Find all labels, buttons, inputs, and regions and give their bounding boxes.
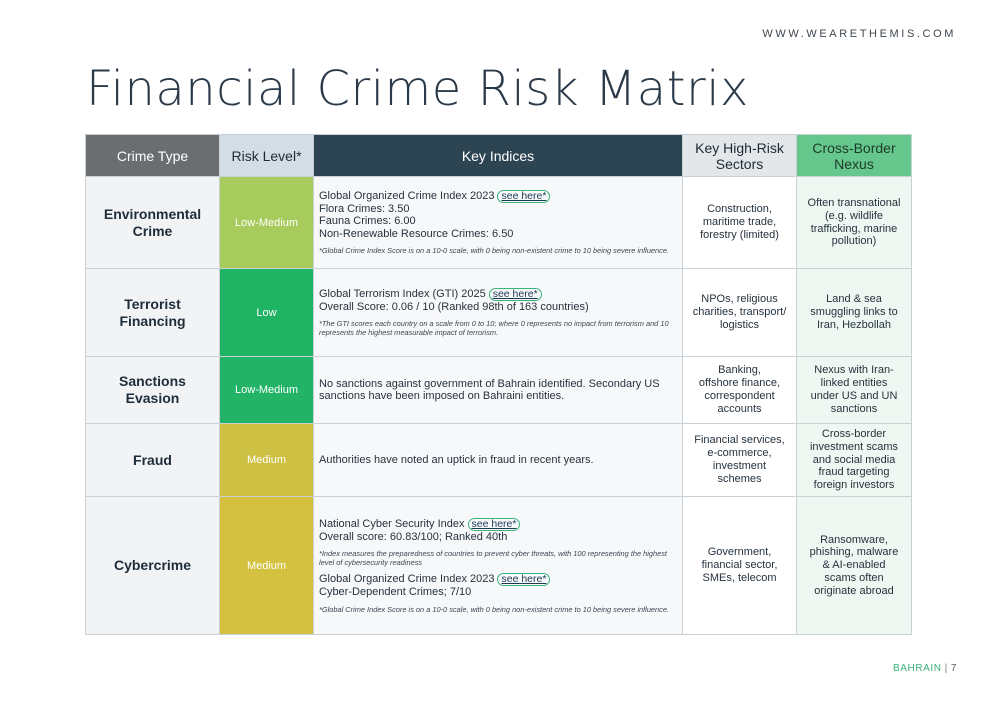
sector-line: SMEs, telecom xyxy=(702,571,777,584)
risk-level-badge: Medium xyxy=(220,424,314,497)
table-row-fraud xyxy=(86,424,912,497)
nexus-line: pollution) xyxy=(831,235,877,248)
key-indices-cell xyxy=(314,357,683,424)
index-footnote: *Index measures the preparedness of countries to prevent cyber threats, with 100 representing the highest level of cybersecurity readiness xyxy=(319,549,667,567)
nexus-line: & AI-enabled xyxy=(822,559,886,572)
see-here-link[interactable]: see here* xyxy=(497,190,550,203)
nexus-line: foreign investors xyxy=(813,479,895,492)
index-value: Overall score: 60.83/100; Ranked 40th xyxy=(319,530,508,543)
index-title: National Cyber Security Index xyxy=(319,517,465,530)
sectors-cell xyxy=(683,424,797,497)
sector-line: Construction, xyxy=(707,203,772,216)
nexus-cell xyxy=(797,269,912,357)
sector-line: offshore finance, xyxy=(698,377,781,390)
header-risk-level: Risk Level* xyxy=(220,135,314,177)
index-title-line xyxy=(319,190,676,203)
index-title: Global Terrorism Index (GTI) 2025 xyxy=(319,287,486,300)
sector-line: Government, xyxy=(707,546,772,559)
sector-line: NPOs, religious xyxy=(701,293,778,306)
sector-line: logistics xyxy=(719,318,760,331)
index-title-line xyxy=(319,288,676,301)
nexus-line: Land & sea xyxy=(826,293,882,306)
index-title: Global Organized Crime Index 2023 xyxy=(319,573,495,585)
index-title-line xyxy=(319,518,676,531)
sector-line: maritime trade, xyxy=(702,216,777,229)
nexus-line: (e.g. wildlife xyxy=(824,209,884,222)
crime-type-cell xyxy=(86,424,220,497)
risk-level-badge: Low-Medium xyxy=(220,357,314,424)
sector-line: e-commerce, xyxy=(707,447,772,460)
crime-type-label: Crime xyxy=(132,222,173,239)
sectors-cell xyxy=(683,269,797,357)
crime-type-label: Sanctions xyxy=(119,373,186,389)
nexus-line: Cross-border xyxy=(821,428,887,440)
header-sectors-line1: Key High-Risk xyxy=(695,139,784,156)
header-sectors-line2: Sectors xyxy=(715,155,764,172)
sector-line: correspondent xyxy=(704,390,775,402)
nexus-cell xyxy=(797,497,912,635)
page-number: 7 xyxy=(950,663,957,674)
header-row xyxy=(86,135,912,177)
crime-type-label: Cybercrime xyxy=(113,557,192,573)
footer-country: BAHRAIN xyxy=(892,663,942,674)
nexus-line: investment scams xyxy=(809,440,899,453)
sectors-cell xyxy=(683,357,797,424)
table-row-sanctions-evasion xyxy=(86,357,912,424)
sector-line: schemes xyxy=(717,472,762,485)
sectors-cell xyxy=(683,497,797,635)
sector-line: Banking, xyxy=(718,364,761,377)
crime-type-label: Terrorist xyxy=(124,295,181,312)
index-value: Non-Renewable Resource Crimes: 6.50 xyxy=(319,227,514,240)
sector-line: Financial services, xyxy=(694,434,785,447)
page-footer xyxy=(893,663,957,674)
index-title: Global Organized Crime Index 2023 xyxy=(319,189,495,202)
nexus-cell xyxy=(797,177,912,269)
sector-line: financial sector, xyxy=(701,559,778,572)
header-cross-border-nexus xyxy=(797,135,912,177)
index-value: Overall Score: 0.06 / 10 (Ranked 98th of 163 countries) xyxy=(319,300,589,313)
header-key-indices: Key Indices xyxy=(314,135,683,177)
index-text: Authorities have noted an uptick in fraud in recent years. xyxy=(319,453,594,466)
index-title-line xyxy=(319,573,676,586)
header-nexus-line1: Cross-Border xyxy=(812,139,896,156)
sector-line: investment xyxy=(712,460,767,472)
crime-type-label: Fraud xyxy=(133,451,172,468)
crime-type-label: Evasion xyxy=(125,390,180,406)
header-nexus-line2: Nexus xyxy=(834,155,874,172)
nexus-line: Nexus with Iran- xyxy=(814,364,894,377)
nexus-line: originate abroad xyxy=(814,584,894,597)
key-indices-cell xyxy=(314,269,683,357)
nexus-line: fraud targeting xyxy=(818,466,890,479)
crime-type-cell xyxy=(86,497,220,635)
risk-matrix-table xyxy=(85,134,912,635)
table-row-cybercrime xyxy=(86,497,912,635)
crime-type-cell xyxy=(86,269,220,357)
nexus-cell xyxy=(797,424,912,497)
nexus-line: and social media xyxy=(812,453,896,466)
nexus-line: Ransomware, xyxy=(820,533,888,546)
header-key-sectors xyxy=(683,135,797,177)
crime-type-label: Financing xyxy=(119,312,186,329)
index-text: No sanctions against government of Bahrain identified. Secondary US sanctions have been imposed on Bahraini entities. xyxy=(319,377,660,402)
index-footnote: *The GTI scores each country on a scale from 0 to 10; where 0 represents no impact from terrorism and 10 represents the highest measurable impact of terrorism. xyxy=(319,319,669,338)
nexus-line: scams often xyxy=(824,571,884,584)
sector-line: accounts xyxy=(717,402,762,415)
header-crime-type: Crime Type xyxy=(86,135,220,177)
nexus-line: linked entities xyxy=(820,377,888,390)
nexus-line: under US and UN xyxy=(810,390,898,402)
see-here-link[interactable]: see here* xyxy=(497,573,550,586)
table-row-terrorist-financing xyxy=(86,269,912,357)
nexus-line: trafficking, marine xyxy=(810,222,898,235)
risk-level-badge: Medium xyxy=(220,497,314,635)
site-url: WWW.WEARETHEMIS.COM xyxy=(762,28,956,40)
nexus-line: phishing, malware xyxy=(809,546,899,559)
index-footnote: *Global Crime Index Score is on a 10-0 scale, with 0 being non-existent crime to 10 being severe influence. xyxy=(319,604,670,614)
sectors-cell xyxy=(683,177,797,269)
risk-level-badge: Low-Medium xyxy=(220,177,314,269)
nexus-line: Iran, Hezbollah xyxy=(817,318,891,331)
index-footnote: *Global Crime Index Score is on a 10-0 scale, with 0 being non-existent crime to 10 being severe influence. xyxy=(319,246,670,256)
page-title: Financial Crime Risk Matrix xyxy=(86,61,749,117)
index-value: Fauna Crimes: 6.00 xyxy=(319,215,416,228)
index-value: Cyber-Dependent Crimes; 7/10 xyxy=(319,586,472,598)
table-row-environmental-crime xyxy=(86,177,912,269)
crime-type-label: Environmental xyxy=(103,205,202,222)
nexus-cell xyxy=(797,357,912,424)
index-value: Flora Crimes: 3.50 xyxy=(319,202,410,215)
nexus-line: Often transnational xyxy=(807,196,901,209)
key-indices-cell xyxy=(314,497,683,635)
sector-line: forestry (limited) xyxy=(700,228,779,241)
nexus-line: sanctions xyxy=(830,402,878,415)
see-here-link[interactable]: see here* xyxy=(468,518,521,531)
risk-level-badge: Low xyxy=(220,269,314,357)
crime-type-cell xyxy=(86,357,220,424)
key-indices-cell xyxy=(314,424,683,497)
see-here-link[interactable]: see here* xyxy=(489,288,542,301)
footer-separator: | xyxy=(944,663,948,674)
nexus-line: smuggling links to xyxy=(810,306,898,319)
key-indices-cell xyxy=(314,177,683,269)
sector-line: charities, transport/ xyxy=(692,306,787,319)
crime-type-cell xyxy=(86,177,220,269)
